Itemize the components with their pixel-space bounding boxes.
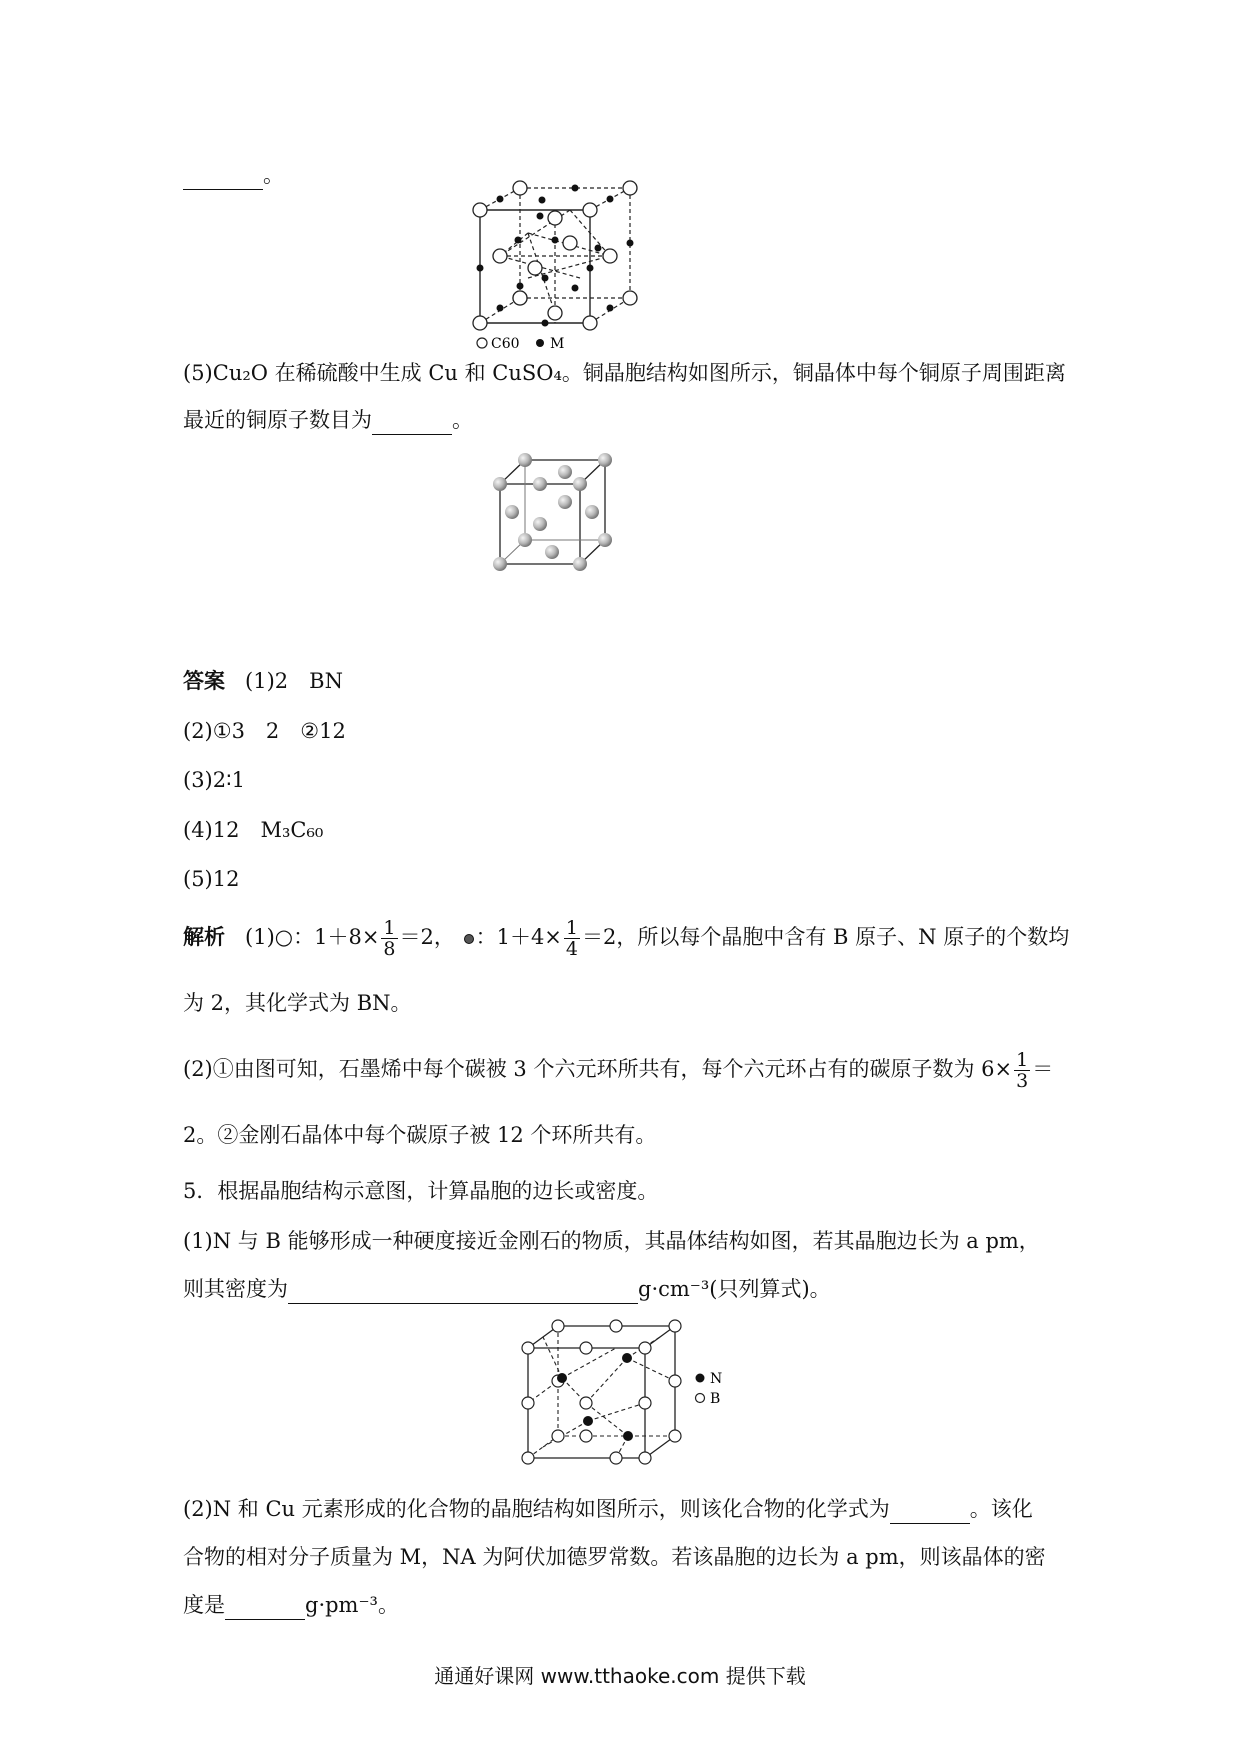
- analysis-label: 解析: [183, 924, 225, 949]
- question-5-1-line-1: (1)N 与 B 能够形成一种硬度接近金刚石的物质，其晶体结构如图，若其晶胞边长为 a pm，: [183, 1229, 1040, 1253]
- small-dot-icon: [464, 934, 474, 944]
- m-legend-icon: [536, 339, 544, 347]
- analysis-line-3: (2)①由图可知，石墨烯中每个碳被 3 个六元环所共有，每个六元环占有的碳原子数为 6× $\frac{1}{3}$ ＝: [183, 1049, 1054, 1092]
- answer-blank[interactable]: [372, 412, 452, 435]
- analysis-line-2: 为 2，其化学式为 BN。: [183, 991, 412, 1015]
- analysis-line-4: 2。②金刚石晶体中每个碳原子被 12 个环所共有。: [183, 1123, 657, 1147]
- answer-line-5: (5)12: [183, 867, 240, 891]
- answer-blank[interactable]: [288, 1281, 638, 1304]
- c60-legend-icon: [477, 338, 487, 348]
- question-5-2-line-3: 度是 g·pm⁻³。: [183, 1590, 399, 1620]
- n-legend-icon: [696, 1374, 705, 1383]
- n-legend-label: N: [710, 1371, 723, 1387]
- c60-crystal-cell-figure: [470, 178, 650, 353]
- question-5-2-line-1: (2)N 和 Cu 元素形成的化合物的晶胞结构如图所示，则该化合物的化学式为 。该化: [183, 1494, 1033, 1524]
- answer-blank[interactable]: [225, 1597, 305, 1620]
- answer-blank[interactable]: [183, 167, 263, 190]
- b-legend-label: B: [710, 1391, 721, 1407]
- m-legend-label: M: [550, 336, 565, 352]
- answer-line-4: (4)12 M₃C₆₀: [183, 818, 324, 842]
- answer-line-2: (2)①3 2 ②12: [183, 719, 346, 743]
- question-5-2-line-2: 合物的相对分子质量为 M，NA 为阿伏加德罗常数。若该晶胞的边长为 a pm，则该晶体的密: [183, 1545, 1046, 1569]
- punctuation: 。: [263, 163, 284, 187]
- answer-label: 答案: [183, 668, 225, 693]
- question-5-line-1: (5)Cu₂O 在稀硫酸中生成 Cu 和 CuSO₄。铜晶胞结构如图所示，铜晶体中每个铜原子周围距离: [183, 361, 1066, 385]
- question-5-line-2: 最近的铜原子数目为 。: [183, 405, 473, 435]
- answer-line-3: (3)2∶1: [183, 768, 245, 792]
- copper-fcc-cell-figure: [488, 448, 628, 578]
- answer-line-1: 答案 (1)2 BN: [183, 668, 343, 693]
- fraction: $\frac{1}{4}$: [565, 917, 578, 960]
- c60-legend-label: C60: [491, 336, 520, 352]
- bn-crystal-cell-figure: [520, 1318, 735, 1468]
- page-footer: 通通好课网 www.tthaoke.com 提供下载: [434, 1664, 806, 1688]
- fraction: $\frac{1}{3}$: [1016, 1049, 1029, 1092]
- b-legend-icon: [696, 1394, 705, 1403]
- answer-blank[interactable]: [890, 1501, 970, 1524]
- question-title: 5．根据晶胞结构示意图，计算晶胞的边长或密度。: [183, 1179, 659, 1203]
- top-answer-line: [183, 160, 284, 190]
- analysis-line-1: 解析 (1)○：1＋8× $\frac{1}{8}$ ＝2， ：1＋4× $\frac{1}{4}$ ＝2，所以每个晶胞中含有 B 原子、N 原子的个数均: [183, 917, 1070, 960]
- question-5-1-line-2: 则其密度为 g·cm⁻³(只列算式)。: [183, 1274, 831, 1304]
- fraction: $\frac{1}{8}$: [383, 917, 396, 960]
